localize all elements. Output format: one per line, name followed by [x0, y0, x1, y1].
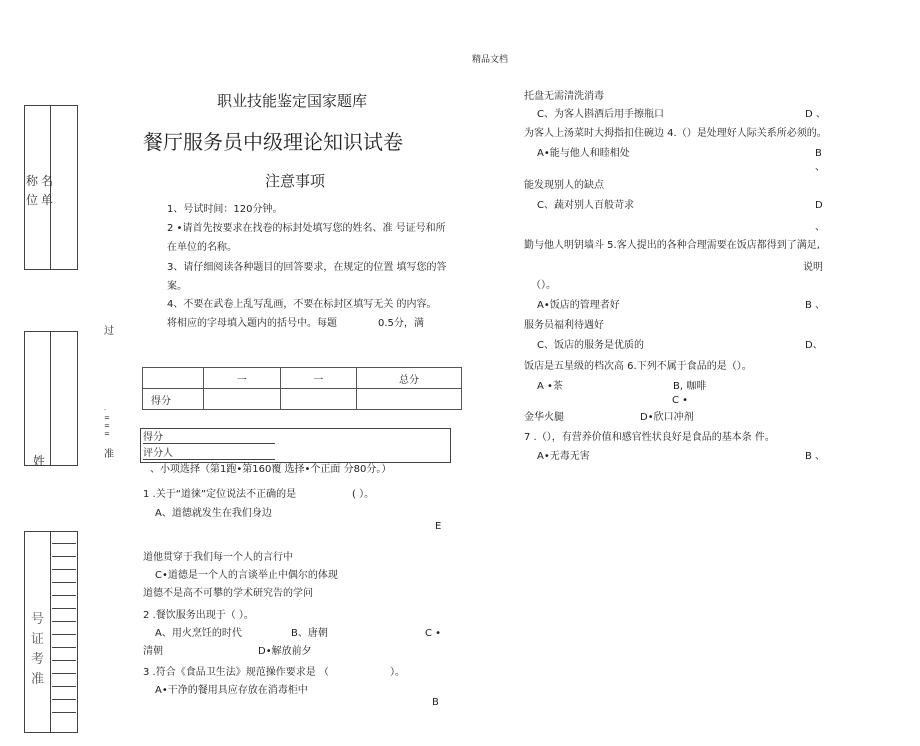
q4-option-d: D — [815, 200, 823, 211]
q1-stem: 1 .关于“道徕”定位说法不正确的是 — [143, 489, 297, 500]
name-box — [24, 331, 78, 466]
cut-line-guo: 过 — [104, 326, 114, 337]
q7-option-b: B 、 — [805, 451, 826, 462]
right-line-12: 饭店是五星级的档次高 6.下列不属于食品的是（）。 — [524, 361, 752, 372]
score-table-header — [143, 368, 462, 389]
grid-line — [52, 634, 76, 635]
q4-option-b-mark: 、 — [815, 162, 825, 173]
q4-option-b: B — [815, 148, 822, 159]
grader-score-label: 得分 — [143, 432, 163, 443]
exam-id-char-2: 证 — [31, 632, 45, 647]
q7-stem: 7 .（），有营养价值和感官性状良好是食品的基本条 件。 — [524, 432, 775, 443]
section1-instruction: 、小项选择（第1跑•第160覆 选择•个正面 分80分。） — [150, 464, 392, 475]
right-line-3: 为客人上汤菜时大拇指扣住碗边 4.（）是处理好人际关系所必须的。 — [524, 128, 827, 139]
score-table — [142, 367, 462, 410]
exam-id-char-3: 考 — [31, 652, 45, 667]
score-header-blank — [143, 368, 204, 389]
q3-option-b: B — [432, 697, 439, 708]
grader-reviewer-label: 评分人 — [143, 448, 173, 459]
q2-option-c-text: 清朝 — [143, 646, 163, 657]
note-2: 2 •请首先按要求在找卷的标封处填写您的姓名、准 号证号和所 — [167, 223, 446, 234]
score-header-total: 总分 — [357, 368, 462, 389]
q4-option-b-text: 能发现别人的缺点 — [524, 180, 604, 191]
q5-option-d: D、 — [805, 340, 823, 351]
note-3: 3、请仔细阅读各种题目的回答要求，在规定的位置 填写您的答 — [167, 262, 447, 273]
watermark: 精品文档 — [472, 55, 509, 65]
q3-stem: 3 .符合《食品卫生法》规范操作要求是 （ — [143, 667, 329, 678]
unit-label-char-1: 称 — [26, 174, 39, 188]
grid-line — [52, 556, 76, 557]
q6-option-b: B, 咖啡 — [673, 381, 707, 392]
note-1: 1、号试时间：120分钟。 — [167, 204, 283, 215]
note-5-score: 0.5分，满 — [378, 318, 424, 329]
q4-option-c: C、蔬对别人百般苛求 — [537, 200, 634, 211]
q6-option-a: A •茶 — [537, 381, 563, 392]
name-box-divider — [50, 331, 51, 465]
q5-option-a: A•饭店的管理者好 — [537, 300, 620, 311]
unit-label-char-3: 位 — [26, 193, 39, 207]
q6-option-d: D•欣口冲剂 — [640, 412, 694, 423]
q3-option-a: A•干净的餐用具应存放在消毒柜中 — [155, 685, 308, 696]
right-line-7: 勤与他人明钥墙斗 5.客人提出的各种合理需要在饭店都得到了满足, — [524, 240, 820, 251]
grid-line — [52, 686, 76, 687]
grid-line — [52, 699, 76, 700]
grid-line — [52, 608, 76, 609]
q1-bracket: ( ）。 — [352, 489, 375, 500]
score-header-part2: 一 — [280, 368, 357, 389]
q2-stem: 2 .餐饮服务出现于（ ）。 — [143, 610, 254, 621]
grader-box — [140, 428, 451, 463]
grid-line — [52, 543, 76, 544]
q1-option-c: C•道德是一个人的言谈举止中偶尔的体现 — [155, 570, 338, 581]
grid-line — [52, 582, 76, 583]
q3-end: ）。 — [390, 667, 405, 678]
score-cell-1[interactable] — [204, 389, 281, 410]
q5-option-b: B 、 — [805, 300, 826, 311]
grader-score-line — [143, 443, 275, 444]
exam-id-char-1: 号 — [31, 612, 45, 627]
grid-line — [52, 673, 76, 674]
grid-line — [52, 712, 76, 713]
doc-title-line2: 餐厅服务员中级理论知识试卷 — [143, 130, 403, 154]
score-header-part1: 一 — [204, 368, 281, 389]
note-4: 4、不要在武卷上乱写乱画，不要在标封区填写无关 的内容。 — [167, 299, 437, 310]
q6-option-c-text: 金华火腿 — [524, 412, 564, 423]
q5-option-b-text: 服务员福利待遇好 — [524, 320, 604, 331]
note-5: 将相应的字母填入题内的括号中。每题 — [167, 318, 337, 329]
q6-option-c: C • — [672, 395, 689, 406]
q2-option-b: B、唐朝 — [291, 628, 328, 639]
grid-line — [52, 595, 76, 596]
cut-line-zhun: 准 — [104, 449, 114, 460]
q4-option-a: A•能与他人和睦相处 — [537, 148, 630, 159]
note-2-cont: 在单位的名称。 — [167, 242, 237, 253]
note-3-cont: 案。 — [167, 281, 187, 292]
q1-option-a: A、道德就发生在我们身边 — [155, 508, 272, 519]
exam-id-divider — [50, 531, 51, 732]
notes-heading: 注意事项 — [265, 172, 326, 190]
unit-label-char-4: 单 — [41, 193, 54, 207]
score-cell-total[interactable] — [357, 389, 462, 410]
q5-bracket: （）。 — [531, 280, 556, 291]
unit-label-char-2: 名 — [41, 174, 54, 188]
doc-title-line1: 职业技能鉴定国家题库 — [217, 92, 368, 110]
grid-line — [52, 621, 76, 622]
q5-option-c: C、饭店的服务是优质的 — [537, 340, 644, 351]
q2-option-c: C • — [425, 628, 442, 639]
q2-option-d: D•解放前夕 — [258, 646, 312, 657]
cut-line-dots: · = = = — [104, 406, 110, 438]
q7-option-a: A•无毒无害 — [537, 451, 590, 462]
grid-line — [52, 660, 76, 661]
right-line-1: 托盘无需清洗消毒 — [524, 91, 604, 102]
q1-option-d: 道德不是高不可攀的学术研究告的学问 — [143, 588, 313, 599]
grid-line — [52, 569, 76, 570]
q4-option-d-mark: 、 — [815, 222, 825, 233]
q1-option-b: 道他贯穿于我们每一个人的言行中 — [143, 552, 293, 563]
name-label: 姓 — [33, 454, 46, 468]
q2-option-a: A、用火烹饪的时代 — [155, 628, 242, 639]
right-line-2-d: D 、 — [805, 109, 826, 120]
score-row-label: 得分 — [143, 389, 204, 410]
score-table-row — [143, 389, 462, 410]
grader-reviewer-line — [143, 459, 275, 460]
grid-line — [52, 647, 76, 648]
right-line-2: C、为客人斟酒后用手擦瓶口 — [537, 109, 664, 120]
q1-option-e: E — [435, 521, 442, 532]
exam-id-char-4: 准 — [31, 672, 45, 687]
right-line-7-end: 说明 — [803, 262, 823, 273]
score-cell-2[interactable] — [280, 389, 357, 410]
